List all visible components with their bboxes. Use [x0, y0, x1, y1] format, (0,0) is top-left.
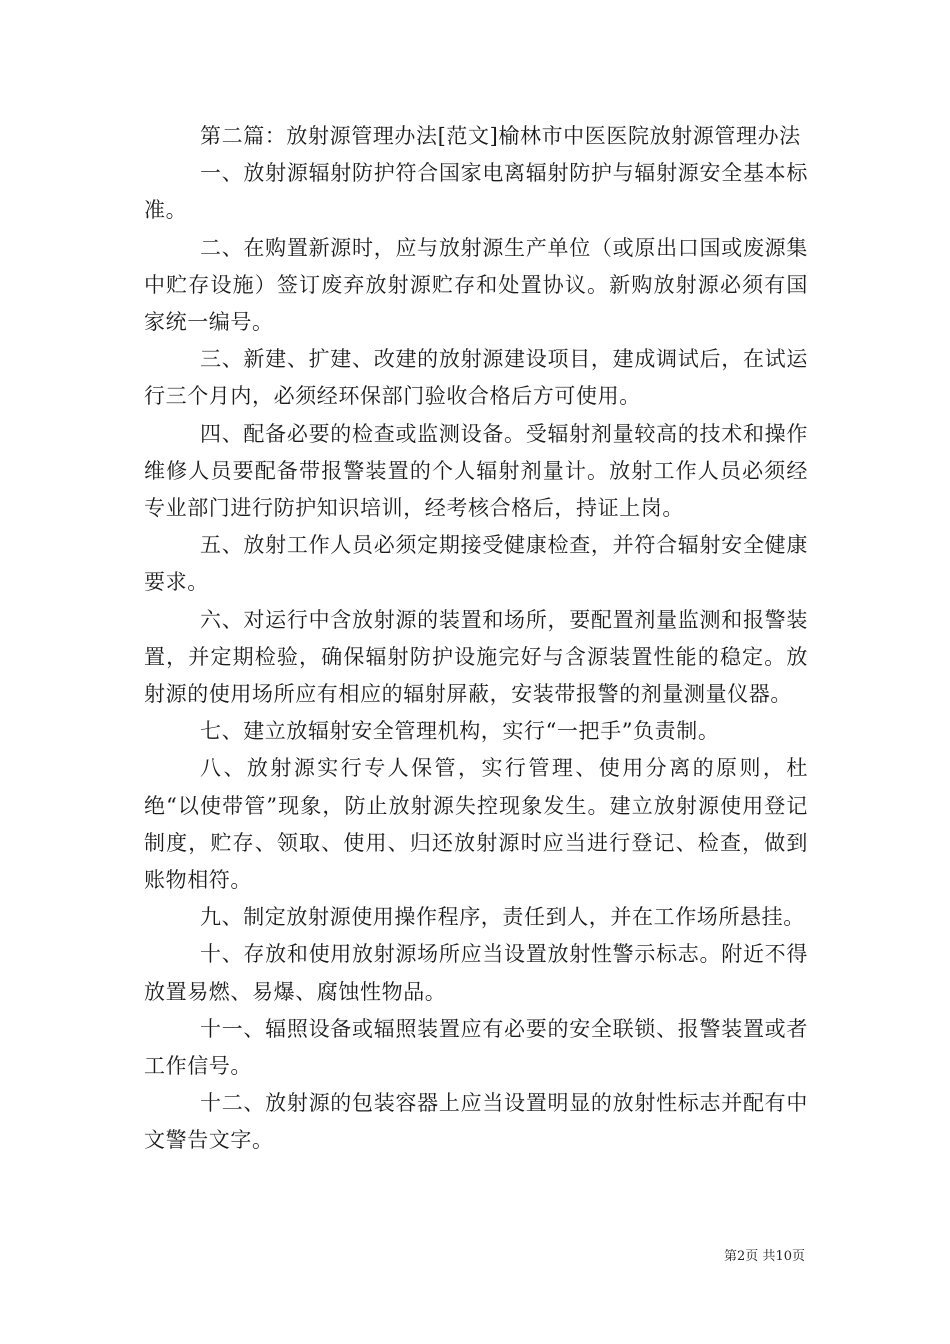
- paragraph-item-2: 二、在购置新源时，应与放射源生产单位（或原出口国或废源集中贮存设施）签订废弃放射源贮存和处置协议。新购放射源必须有国家统一编号。: [144, 235, 808, 335]
- footer-current-page: 2: [737, 1249, 746, 1264]
- paragraph-item-11: 十一、辐照设备或辐照装置应有必要的安全联锁、报警装置或者工作信号。: [144, 1016, 808, 1079]
- paragraph-title: 第二篇：放射源管理办法[范文]榆林市中医医院放射源管理办法: [200, 124, 801, 148]
- footer-total-pages: 10: [775, 1249, 792, 1264]
- paragraph-item-7: 七、建立放辐射安全管理机构，实行“一把手”负责制。: [200, 719, 720, 744]
- paragraph-item-5: 五、放射工作人员必须定期接受健康检查，并符合辐射安全健康要求。: [144, 533, 808, 595]
- paragraph-item-10: 十、存放和使用放射源场所应当设置放射性警示标志。附近不得放置易燃、易爆、腐蚀性物品。: [144, 942, 808, 1004]
- paragraph-item-8: 八、放射源实行专人保管，实行管理、使用分离的原则，杜绝“以使带管”现象，防止放射源失控现象发生。建立放射源使用登记制度，贮存、领取、使用、归还放射源时应当进行登记、检查，做到账物相符。: [144, 756, 808, 893]
- paragraph-item-4: 四、配备必要的检查或监测设备。受辐射剂量较高的技术和操作维修人员要配备带报警装置的个人辐射剂量计。放射工作人员必须经专业部门进行防护知识培训，经考核合格后，持证上岗。: [144, 421, 808, 521]
- footer-middle: 页 共: [745, 1249, 776, 1264]
- page-number-footer: [724, 1245, 805, 1264]
- paragraph-item-1: 一、放射源辐射防护符合国家电离辐射防护与辐射源安全基本标准。: [144, 161, 808, 223]
- paragraph-item-6: 六、对运行中含放射源的装置和场所，要配置剂量监测和报警装置，并定期检验，确保辐射防护设施完好与含源装置性能的稳定。放射源的使用场所应有相应的辐射屏蔽，安装带报警的剂量测量仪器。: [144, 607, 808, 707]
- paragraph-item-12: 十二、放射源的包装容器上应当设置明显的放射性标志并配有中文警告文字。: [144, 1091, 808, 1153]
- footer-suffix: 页: [791, 1249, 805, 1264]
- document-body: [144, 118, 808, 1160]
- paragraph-item-3: 三、新建、扩建、改建的放射源建设项目，建成调试后，在试运行三个月内，必须经环保部门验收合格后方可使用。: [144, 347, 808, 409]
- footer-prefix: 第: [724, 1249, 738, 1264]
- paragraph-item-9: 九、制定放射源使用操作程序，责任到人，并在工作场所悬挂。: [200, 905, 805, 930]
